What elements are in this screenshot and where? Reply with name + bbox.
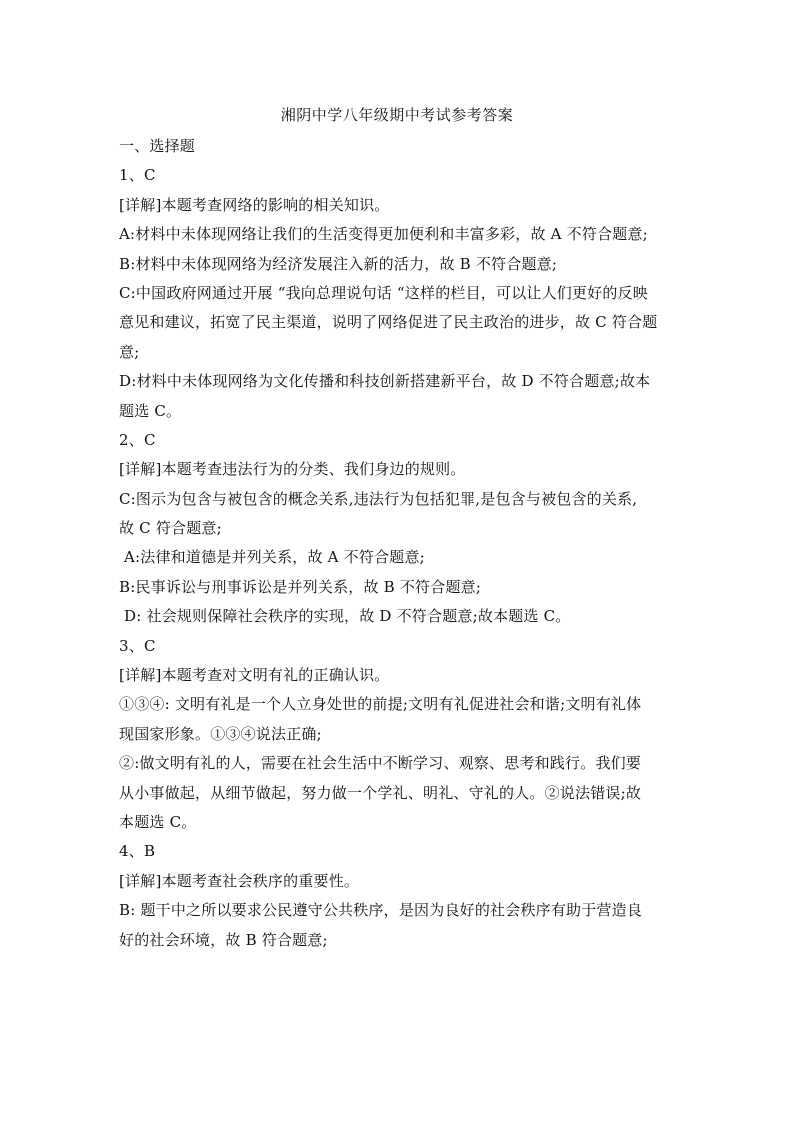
option-analysis: 好的社会环境，故 B 符合题意; — [119, 930, 328, 949]
option-analysis: 题选 C。 — [119, 401, 182, 420]
option-analysis: 意; — [119, 342, 140, 361]
option-analysis: B:材料中未体现网络为经济发展注入新的活力，故 B 不符合题意; — [119, 254, 558, 273]
explanation-line: [详解]本题考查社会秩序的重要性。 — [119, 871, 360, 890]
option-analysis: 现国家形象。①③④说法正确; — [119, 724, 322, 743]
option-analysis: D:材料中未体现网络为文化传播和科技创新搭建新平台，故 D 不符合题意;故本 — [119, 372, 651, 391]
option-analysis: B:民事诉讼与刑事诉讼是并列关系，故 B 不符合题意; — [119, 577, 482, 596]
question-number: 2、C — [119, 430, 156, 449]
option-analysis: ①③④: 文明有礼是一个人立身处世的前提;文明有礼促进社会和谐;文明有礼体 — [119, 695, 642, 714]
option-analysis: D: 社会规则保障社会秩序的实现，故 D 不符合题意;故本题选 C。 — [124, 607, 571, 626]
page-title: 湘阴中学八年级期中考试参考答案 — [280, 106, 514, 124]
option-analysis: 从小事做起，从细节做起，努力做一个学礼、明礼、守礼的人。②说法错误;故 — [119, 783, 642, 802]
option-analysis: 本题选 C。 — [119, 812, 197, 831]
option-analysis: B: 题干中之所以要求公民遵守公共秩序，是因为良好的社会秩序有助于营造良 — [119, 901, 643, 920]
option-analysis: A:材料中未体现网络让我们的生活变得更加便利和丰富多彩，故 A 不符合题意; — [119, 225, 648, 244]
option-analysis: C:中国政府网通过开展 “我向总理说句话 “这样的栏目，可以让人们更好的反映 — [119, 283, 649, 302]
question-number: 3、C — [119, 636, 156, 655]
option-analysis: C:图示为包含与被包含的概念关系,违法行为包括犯罪,是包含与被包含的关系, — [119, 489, 638, 508]
section-heading: 一、选择题 — [119, 137, 196, 155]
explanation-line: [详解]本题考查对文明有礼的正确认识。 — [119, 666, 390, 685]
option-analysis: A:法律和道德是并列关系，故 A 不符合题意; — [124, 548, 425, 567]
option-analysis: 故 C 符合题意; — [119, 519, 222, 538]
explanation-line: [详解]本题考查违法行为的分类、我们身边的规则。 — [119, 460, 466, 479]
question-number: 1、C — [119, 166, 156, 185]
option-analysis: ②:做文明有礼的人，需要在社会生活中不断学习、观察、思考和践行。我们要 — [119, 754, 642, 773]
explanation-line: [详解]本题考查网络的影响的相关知识。 — [119, 195, 390, 214]
question-number: 4、B — [119, 842, 156, 861]
answer-content — [119, 132, 679, 955]
option-analysis: 意见和建议，拓宽了民主渠道，说明了网络促进了民主政治的进步，故 C 符合题 — [119, 313, 658, 332]
